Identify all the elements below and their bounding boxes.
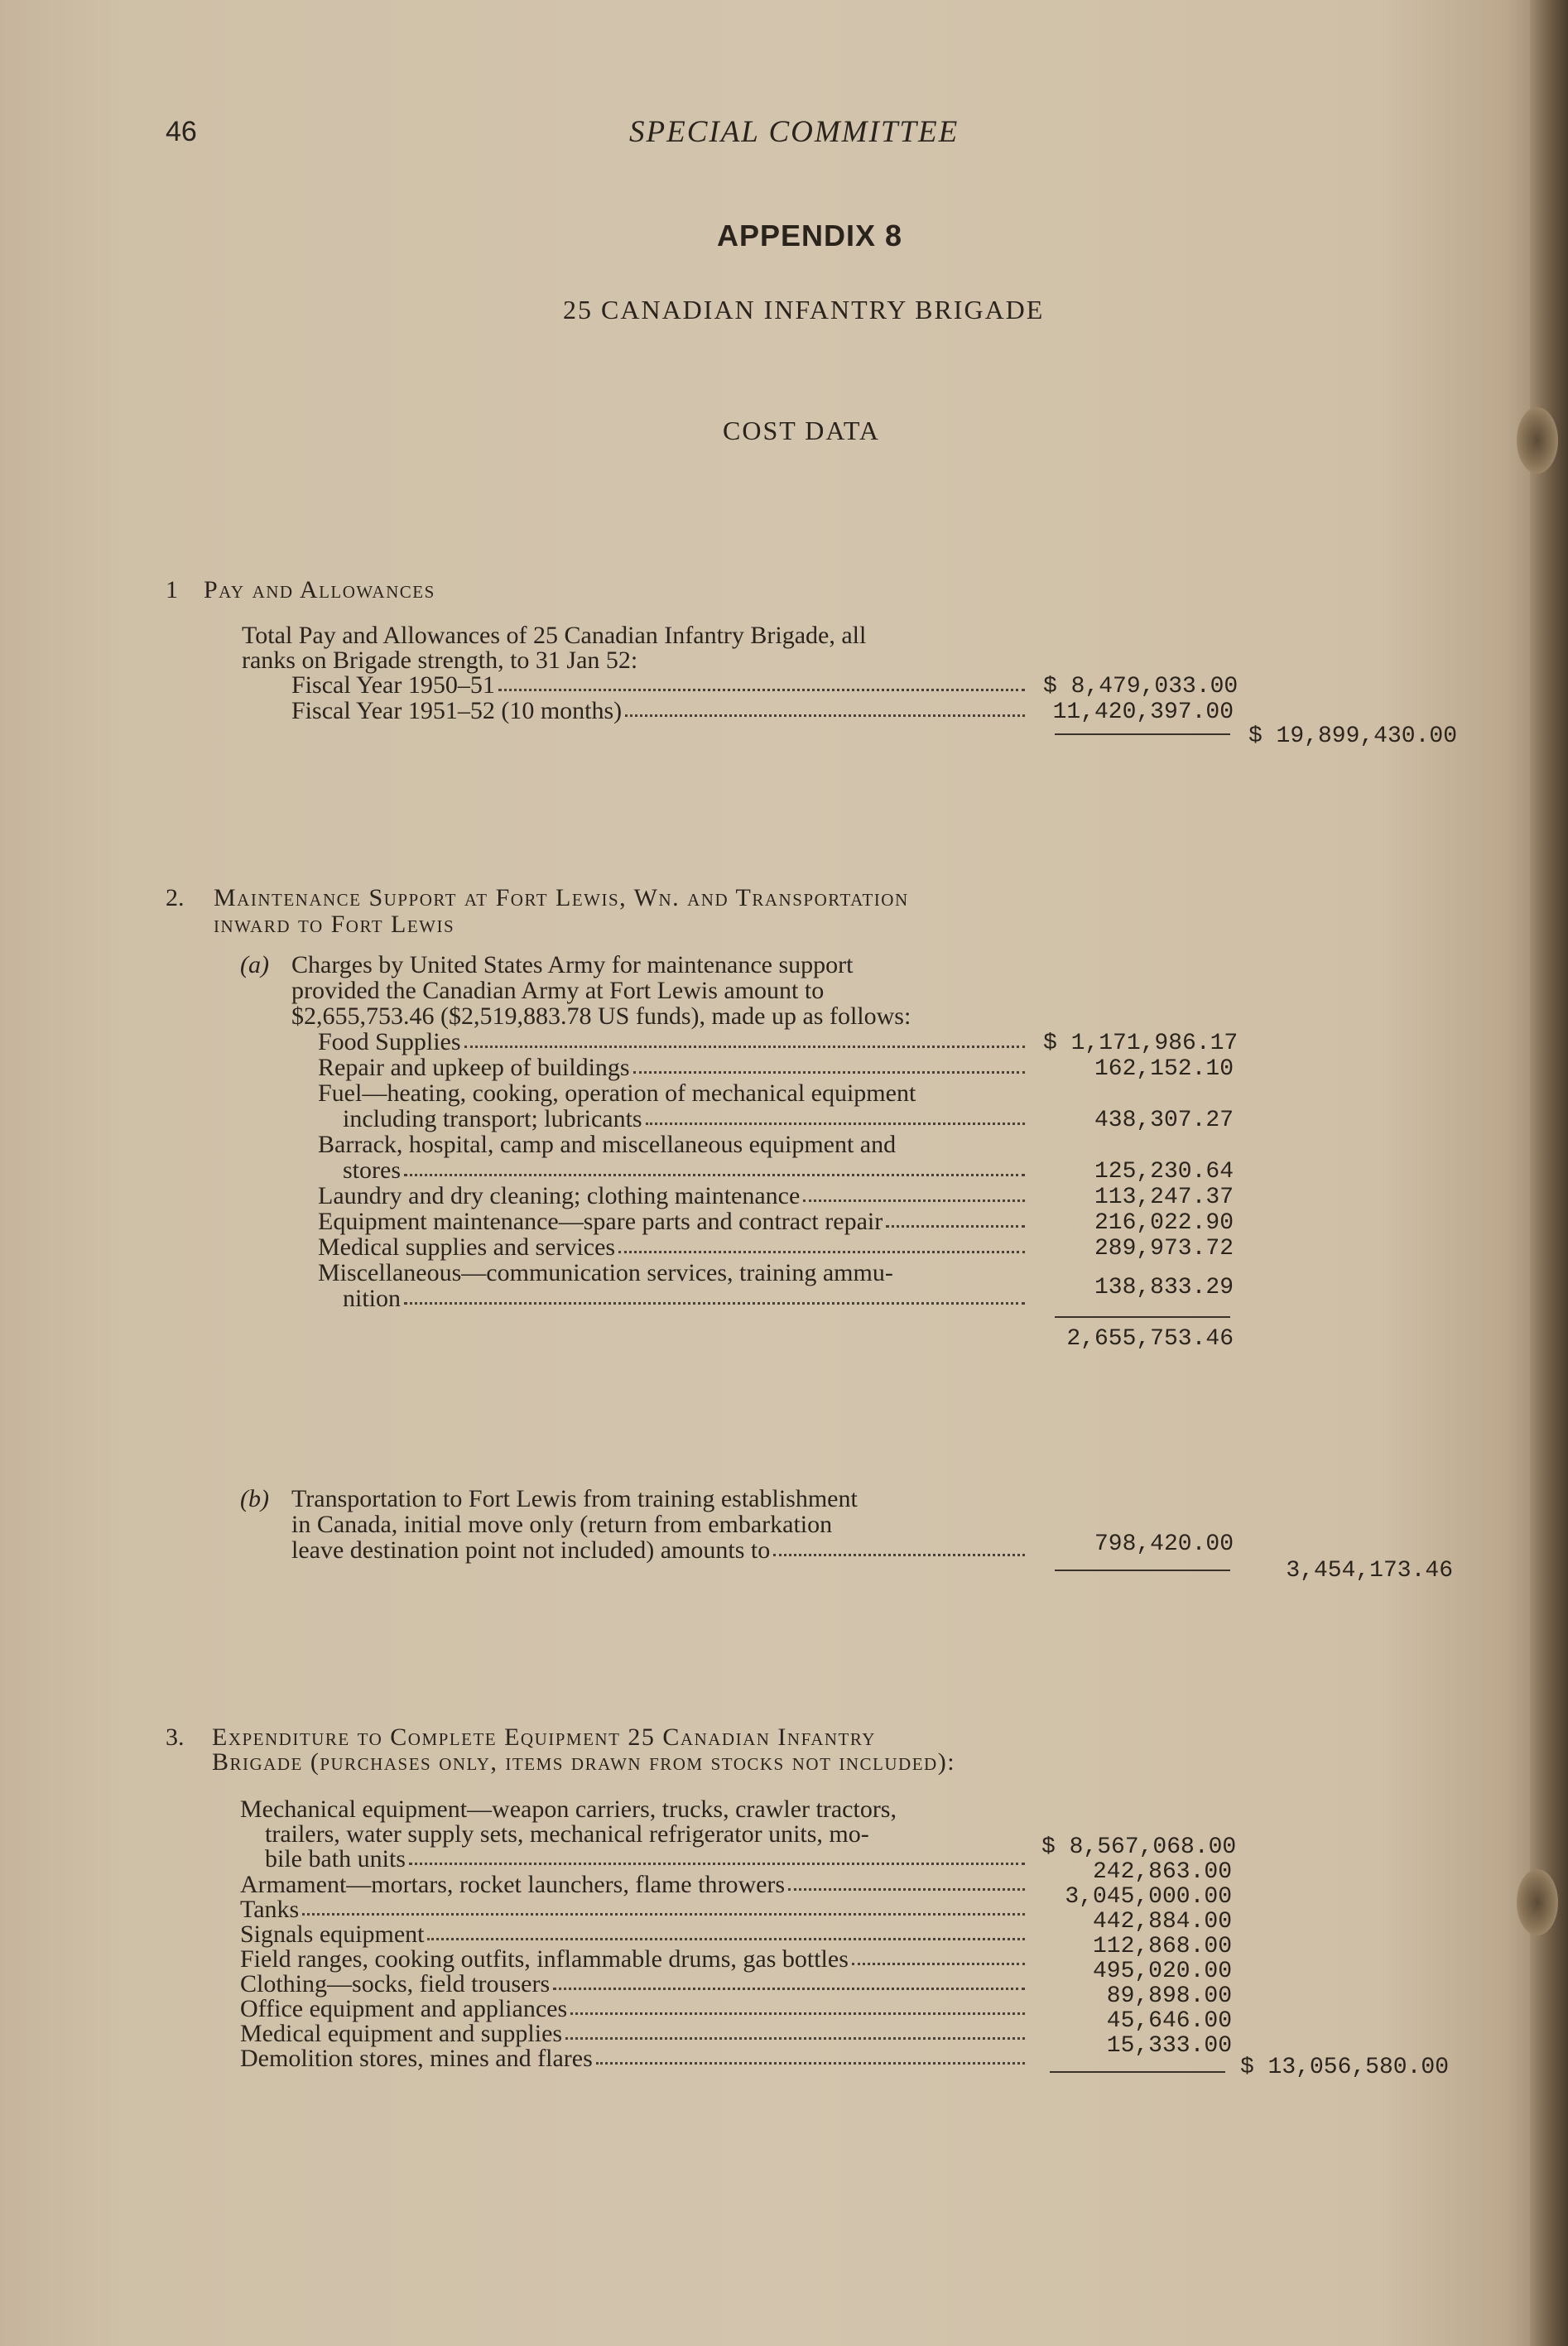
section1-intro-line1: Total Pay and Allowances of 25 Canadian Infantry Brigade, all	[242, 622, 867, 649]
item-label: Fiscal Year 1950–51	[291, 671, 495, 699]
section3-item-row	[240, 1872, 1028, 1897]
subtotal-rule	[1055, 733, 1230, 735]
section2-a-marker: (a)	[240, 951, 269, 978]
section2-b-line1: Transportation to Fort Lewis from training establishment	[291, 1485, 858, 1512]
running-title: SPECIAL COMMITTEE	[629, 115, 960, 149]
item-label: Armament—mortars, rocket launchers, flame throwers	[240, 1871, 786, 1898]
subtotal-rule	[1055, 1570, 1230, 1571]
item-label: nition	[343, 1285, 402, 1312]
section3-number: 3.	[166, 1723, 185, 1751]
item-label: Food Supplies	[318, 1028, 461, 1055]
item-amount: 438,307.27	[1094, 1108, 1234, 1133]
section2-number: 2.	[166, 884, 185, 911]
item-label-line2: trailers, water supply sets, mechanical refrigerator units, mo-	[265, 1820, 869, 1848]
item-label: Tanks	[240, 1896, 300, 1923]
binding-hole-lower	[1517, 1869, 1558, 1935]
section3-item-row	[240, 2046, 1028, 2071]
section2-total: 3,454,173.46	[1286, 1558, 1453, 1584]
section1-intro-line2: ranks on Brigade strength, to 31 Jan 52:	[242, 647, 638, 674]
section3-heading-line1: Expenditure to Complete Equipment 25 Canadian Infantry	[212, 1723, 876, 1751]
document-subtitle: 25 CANADIAN INFANTRY BRIGADE	[563, 295, 1045, 324]
item-label: including transport; lubricants	[343, 1105, 642, 1132]
section2-a-line2: provided the Canadian Army at Fort Lewis amount to	[291, 977, 825, 1004]
item-amount: 138,833.29	[1094, 1275, 1234, 1300]
subtotal-rule	[1055, 1316, 1230, 1318]
section2-a-subtotal: 2,655,753.46	[1066, 1326, 1234, 1352]
section2-b-marker: (b)	[240, 1485, 269, 1512]
item-label-line1: Mechanical equipment—weapon carriers, trucks, crawler tractors,	[240, 1796, 897, 1823]
section2-item-row	[343, 1286, 1028, 1311]
item-amount: 45,646.00	[1106, 2008, 1232, 2034]
section2-item-row	[318, 1209, 1028, 1234]
section2-b-row	[291, 1537, 1028, 1563]
item-amount: 242,863.00	[1092, 1859, 1232, 1885]
section1-heading: Pay and Allowances	[204, 576, 435, 603]
item-amount: 162,152.10	[1094, 1056, 1234, 1082]
item-amount: 495,020.00	[1092, 1959, 1232, 1984]
section2-item-row	[318, 1029, 1028, 1055]
item-amount: 442,884.00	[1092, 1909, 1232, 1935]
item-amount: 216,022.90	[1094, 1210, 1234, 1236]
item-label: bile bath units	[265, 1845, 406, 1872]
section3-item-row	[240, 1971, 1028, 1997]
binding-edge	[1530, 0, 1568, 2346]
section3-heading-line2: Brigade (purchases only, items drawn from stocks not included):	[212, 1748, 956, 1776]
section2-b-amount: 798,420.00	[1094, 1531, 1234, 1557]
section1-number: 1	[166, 576, 178, 603]
section3-item-row	[240, 2021, 1028, 2046]
binding-hole-upper	[1517, 407, 1558, 474]
item-label: Repair and upkeep of buildings	[318, 1054, 630, 1081]
section2-item-row	[318, 1055, 1028, 1080]
item-label: Equipment maintenance—spare parts and contract repair	[318, 1208, 883, 1235]
section1-item-row	[291, 672, 1028, 698]
section2-item-row	[318, 1234, 1028, 1260]
page-number: 46	[166, 116, 197, 147]
item-amount: 11,420,397.00	[1052, 699, 1234, 725]
item-label: Clothing—socks, field trousers	[240, 1970, 551, 1997]
item-amount: $ 8,479,033.00	[1043, 674, 1239, 699]
item-amount: 289,973.72	[1094, 1236, 1234, 1262]
section1-total: $ 19,899,430.00	[1248, 724, 1457, 749]
section3-item-row	[265, 1846, 1028, 1872]
section2-a-line1: Charges by United States Army for maintenance support	[291, 951, 854, 978]
item-label-line1: Miscellaneous—communication services, training ammu-	[318, 1259, 893, 1286]
item-label: Fiscal Year 1951–52 (10 months)	[291, 697, 623, 724]
item-label: Medical supplies and services	[318, 1233, 616, 1261]
item-label: Medical equipment and supplies	[240, 2020, 563, 2047]
section2-item-row	[343, 1157, 1028, 1183]
item-label: leave destination point not included) amounts to	[291, 1536, 771, 1564]
section2-b-line2: in Canada, initial move only (return from embarkation	[291, 1511, 833, 1538]
item-label-line1: Fuel—heating, cooking, operation of mechanical equipment	[318, 1079, 916, 1107]
item-amount: 15,333.00	[1106, 2033, 1232, 2059]
section2-item-row	[318, 1183, 1028, 1209]
item-amount: 112,868.00	[1092, 1934, 1232, 1959]
section2-item-row	[343, 1106, 1028, 1132]
item-amount: 113,247.37	[1094, 1185, 1234, 1210]
section3-item-row	[240, 1946, 1028, 1972]
item-amount: 89,898.00	[1106, 1983, 1232, 2009]
item-label: Office equipment and appliances	[240, 1995, 568, 2022]
item-label: Laundry and dry cleaning; clothing maintenance	[318, 1182, 801, 1209]
item-label: Demolition stores, mines and flares	[240, 2045, 593, 2072]
section3-total: $ 13,056,580.00	[1239, 2055, 1449, 2080]
subtotal-rule	[1050, 2071, 1225, 2073]
section3-item-row	[240, 1996, 1028, 2022]
item-label: Field ranges, cooking outfits, inflammable drums, gas bottles	[240, 1945, 849, 1973]
item-label: Signals equipment	[240, 1921, 425, 1948]
section2-heading-line1: Maintenance Support at Fort Lewis, Wn. and Transportation	[214, 884, 909, 911]
section2-a-line3: $2,655,753.46 ($2,519,883.78 US funds), made up as follows:	[291, 1002, 911, 1030]
section3-item-row	[240, 1921, 1028, 1947]
item-amount: $ 8,567,068.00	[1041, 1834, 1237, 1860]
section3-item-row	[240, 1897, 1028, 1922]
section2-heading-line2: inward to Fort Lewis	[214, 911, 455, 938]
item-label: stores	[343, 1156, 401, 1184]
appendix-title: APPENDIX 8	[717, 219, 903, 252]
item-label-line1: Barrack, hospital, camp and miscellaneous equipment and	[318, 1131, 897, 1158]
item-amount: 3,045,000.00	[1065, 1884, 1232, 1910]
item-amount: $ 1,171,986.17	[1043, 1031, 1239, 1056]
item-amount: 125,230.64	[1094, 1159, 1234, 1185]
section1-item-row	[291, 698, 1028, 724]
cost-data-heading: COST DATA	[723, 416, 880, 445]
